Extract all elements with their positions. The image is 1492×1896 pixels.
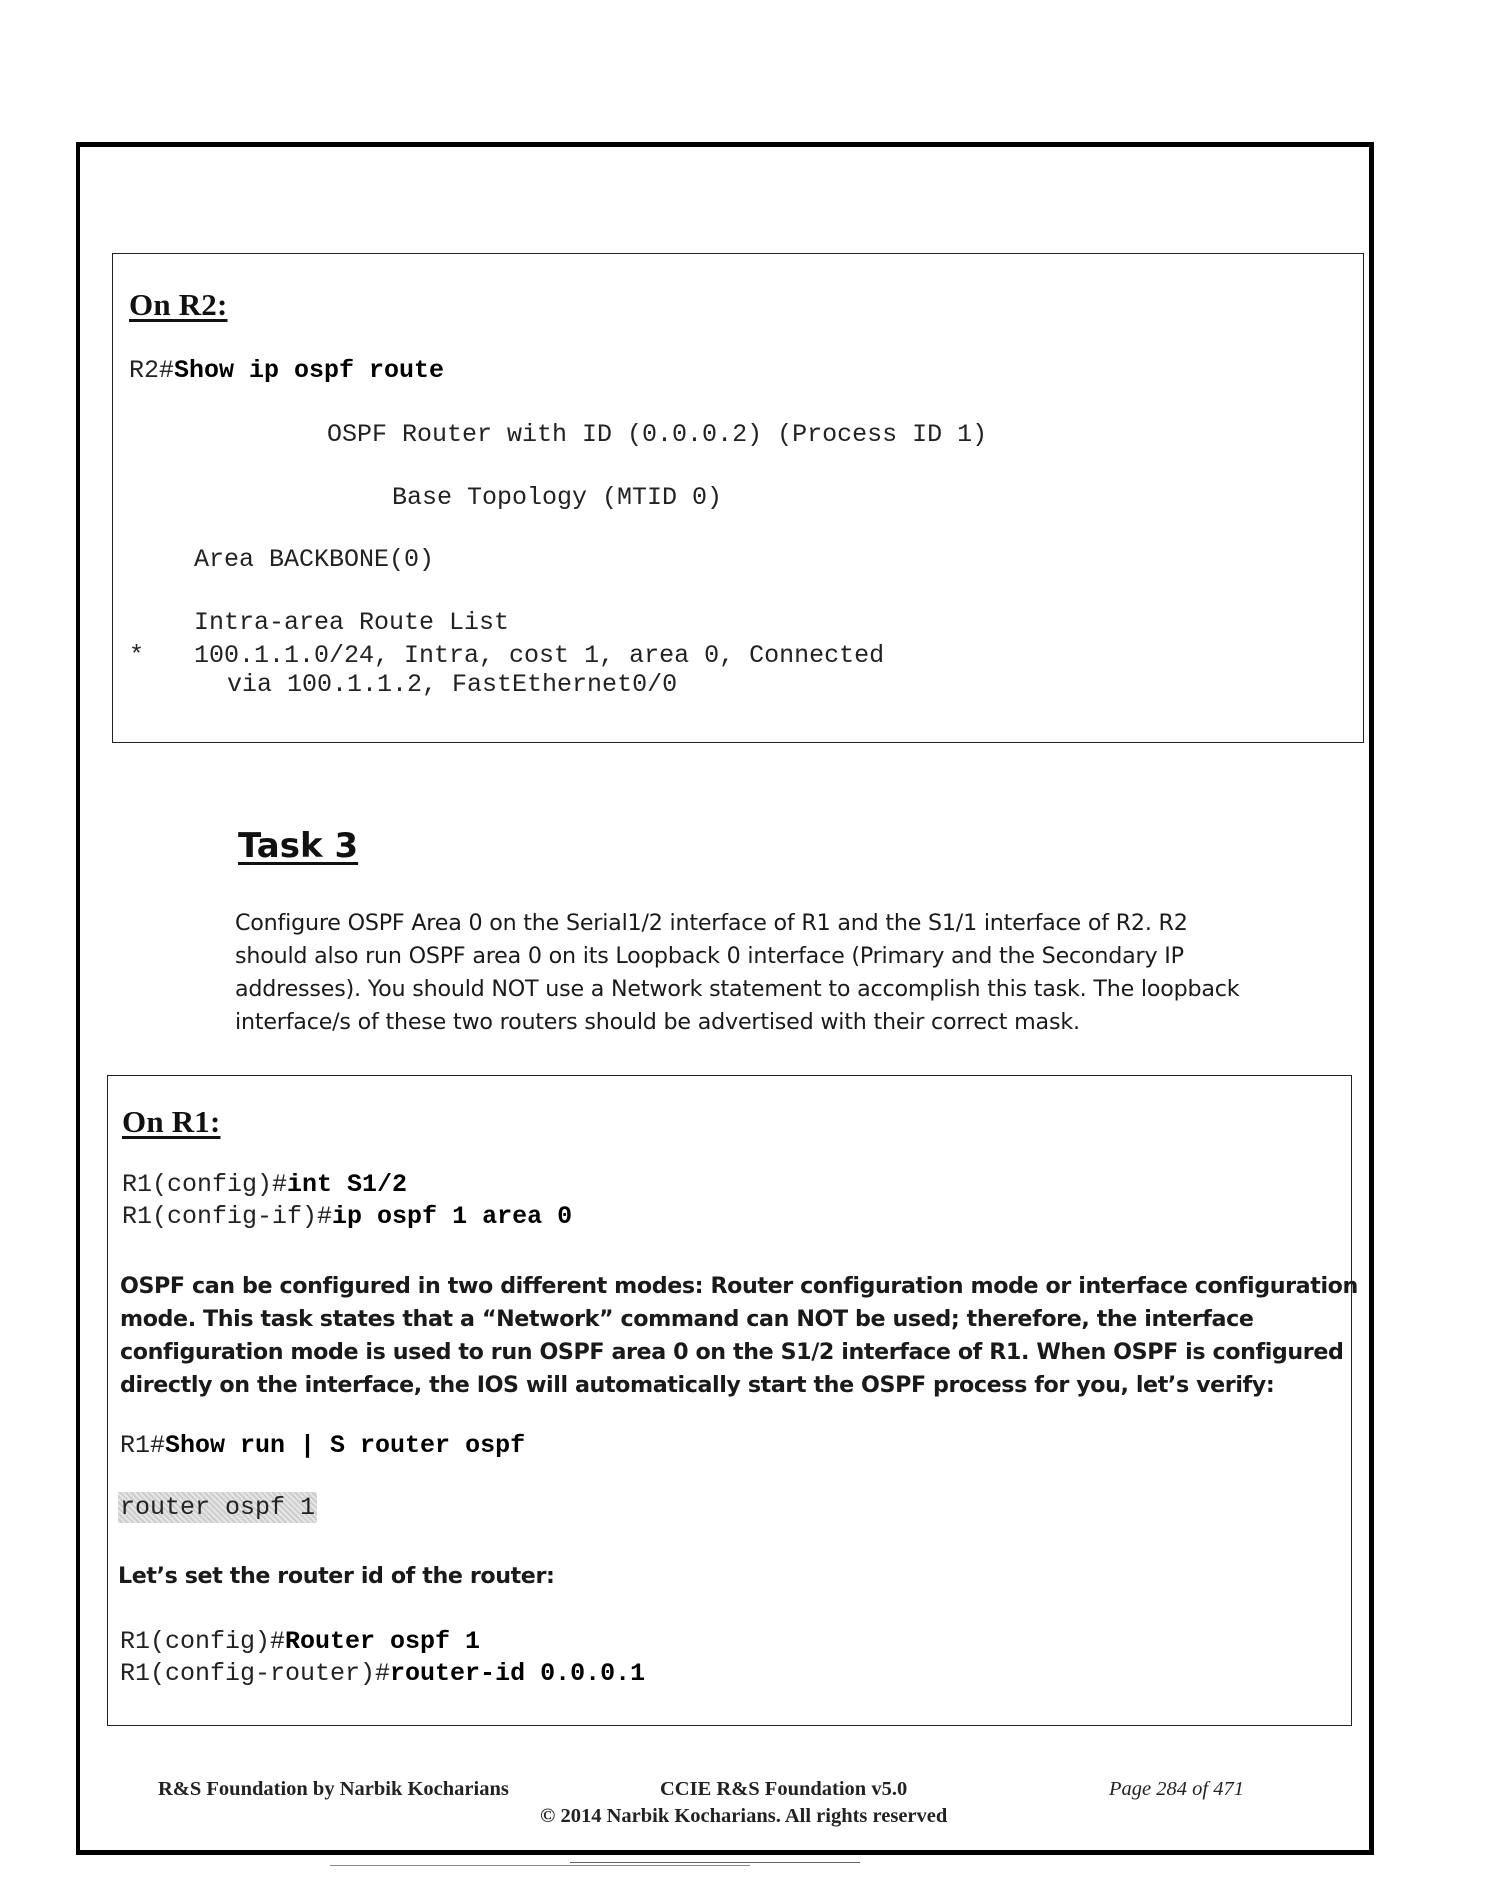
footer-copyright: © 2014 Narbik Kocharians. All rights reserved — [540, 1805, 948, 1827]
r2-prompt: R2# — [129, 356, 175, 385]
r1-config-cmd1: int S1/2 — [287, 1170, 408, 1199]
r1-explain-line1: OSPF can be configured in two different modes: Router configuration mode or interface configuration — [120, 1273, 1358, 1299]
r1-show-prompt: R1# — [120, 1431, 166, 1460]
r1-config-cmd3: Router ospf 1 — [285, 1627, 481, 1656]
r2-output-router-id: OSPF Router with ID (0.0.0.2) (Process ID 1) — [327, 420, 988, 449]
scan-artifact-line — [330, 1865, 750, 1866]
r2-output-star: * — [129, 641, 145, 670]
r2-output-area: Area BACKBONE(0) — [194, 545, 435, 574]
r1-show-output-highlight: router ospf 1 — [120, 1493, 316, 1522]
r1-config-line2 — [122, 1202, 572, 1231]
r2-command: Show ip ospf route — [174, 356, 445, 385]
r2-output-route-list: Intra-area Route List — [194, 608, 510, 637]
r1-config-cmd2: ip ospf 1 area 0 — [332, 1202, 573, 1231]
r1-config-line3 — [120, 1627, 480, 1656]
task-text-line4: interface/s of these two routers should be advertised with their correct mask. — [235, 1009, 1080, 1035]
r2-command-line — [129, 356, 444, 385]
r1-config-prompt2: R1(config-if)# — [122, 1202, 333, 1231]
r2-output-route: 100.1.1.0/24, Intra, cost 1, area 0, Connected — [194, 641, 885, 670]
r1-config-prompt3: R1(config)# — [120, 1627, 286, 1656]
footer-left: R&S Foundation by Narbik Kocharians — [158, 1778, 509, 1800]
r1-explain-line3: configuration mode is used to run OSPF area 0 on the S1/2 interface of R1. When OSPF is configured — [120, 1339, 1344, 1365]
task-text-line3: addresses). You should NOT use a Network statement to accomplish this task. The loopback — [235, 976, 1240, 1002]
r1-show-command: Show run | S router ospf — [165, 1431, 526, 1460]
r1-config-prompt1: R1(config)# — [122, 1170, 288, 1199]
r1-show-command-line — [120, 1431, 525, 1460]
footer-center: CCIE R&S Foundation v5.0 — [660, 1778, 908, 1800]
task-title: Task 3 — [238, 826, 359, 866]
r1-explain-line4: directly on the interface, the IOS will automatically start the OSPF process for you, let’s verify: — [120, 1372, 1275, 1398]
r2-heading: On R2: — [129, 287, 228, 322]
r1-config-prompt4: R1(config-router)# — [120, 1659, 391, 1688]
r1-show-output — [118, 1493, 317, 1522]
r2-output-topology: Base Topology (MTID 0) — [392, 483, 723, 512]
r1-heading: On R1: — [122, 1104, 221, 1139]
scan-artifact-line — [570, 1862, 860, 1863]
task-text-line2: should also run OSPF area 0 on its Loopback 0 interface (Primary and the Secondary IP — [235, 943, 1184, 969]
r1-explain-line2: mode. This task states that a “Network” command can NOT be used; therefore, the interface — [120, 1306, 1254, 1332]
r1-config-line4 — [120, 1659, 645, 1688]
footer-page-number: Page 284 of 471 — [1109, 1778, 1244, 1800]
task-text-line1: Configure OSPF Area 0 on the Serial1/2 interface of R1 and the S1/1 interface of R2. R2 — [235, 910, 1188, 936]
r1-router-id-note: Let’s set the router id of the router: — [118, 1563, 555, 1589]
r1-config-cmd4: router-id 0.0.0.1 — [390, 1659, 646, 1688]
r2-output-via: via 100.1.1.2, FastEthernet0/0 — [227, 670, 678, 699]
r1-config-line1 — [122, 1170, 407, 1199]
